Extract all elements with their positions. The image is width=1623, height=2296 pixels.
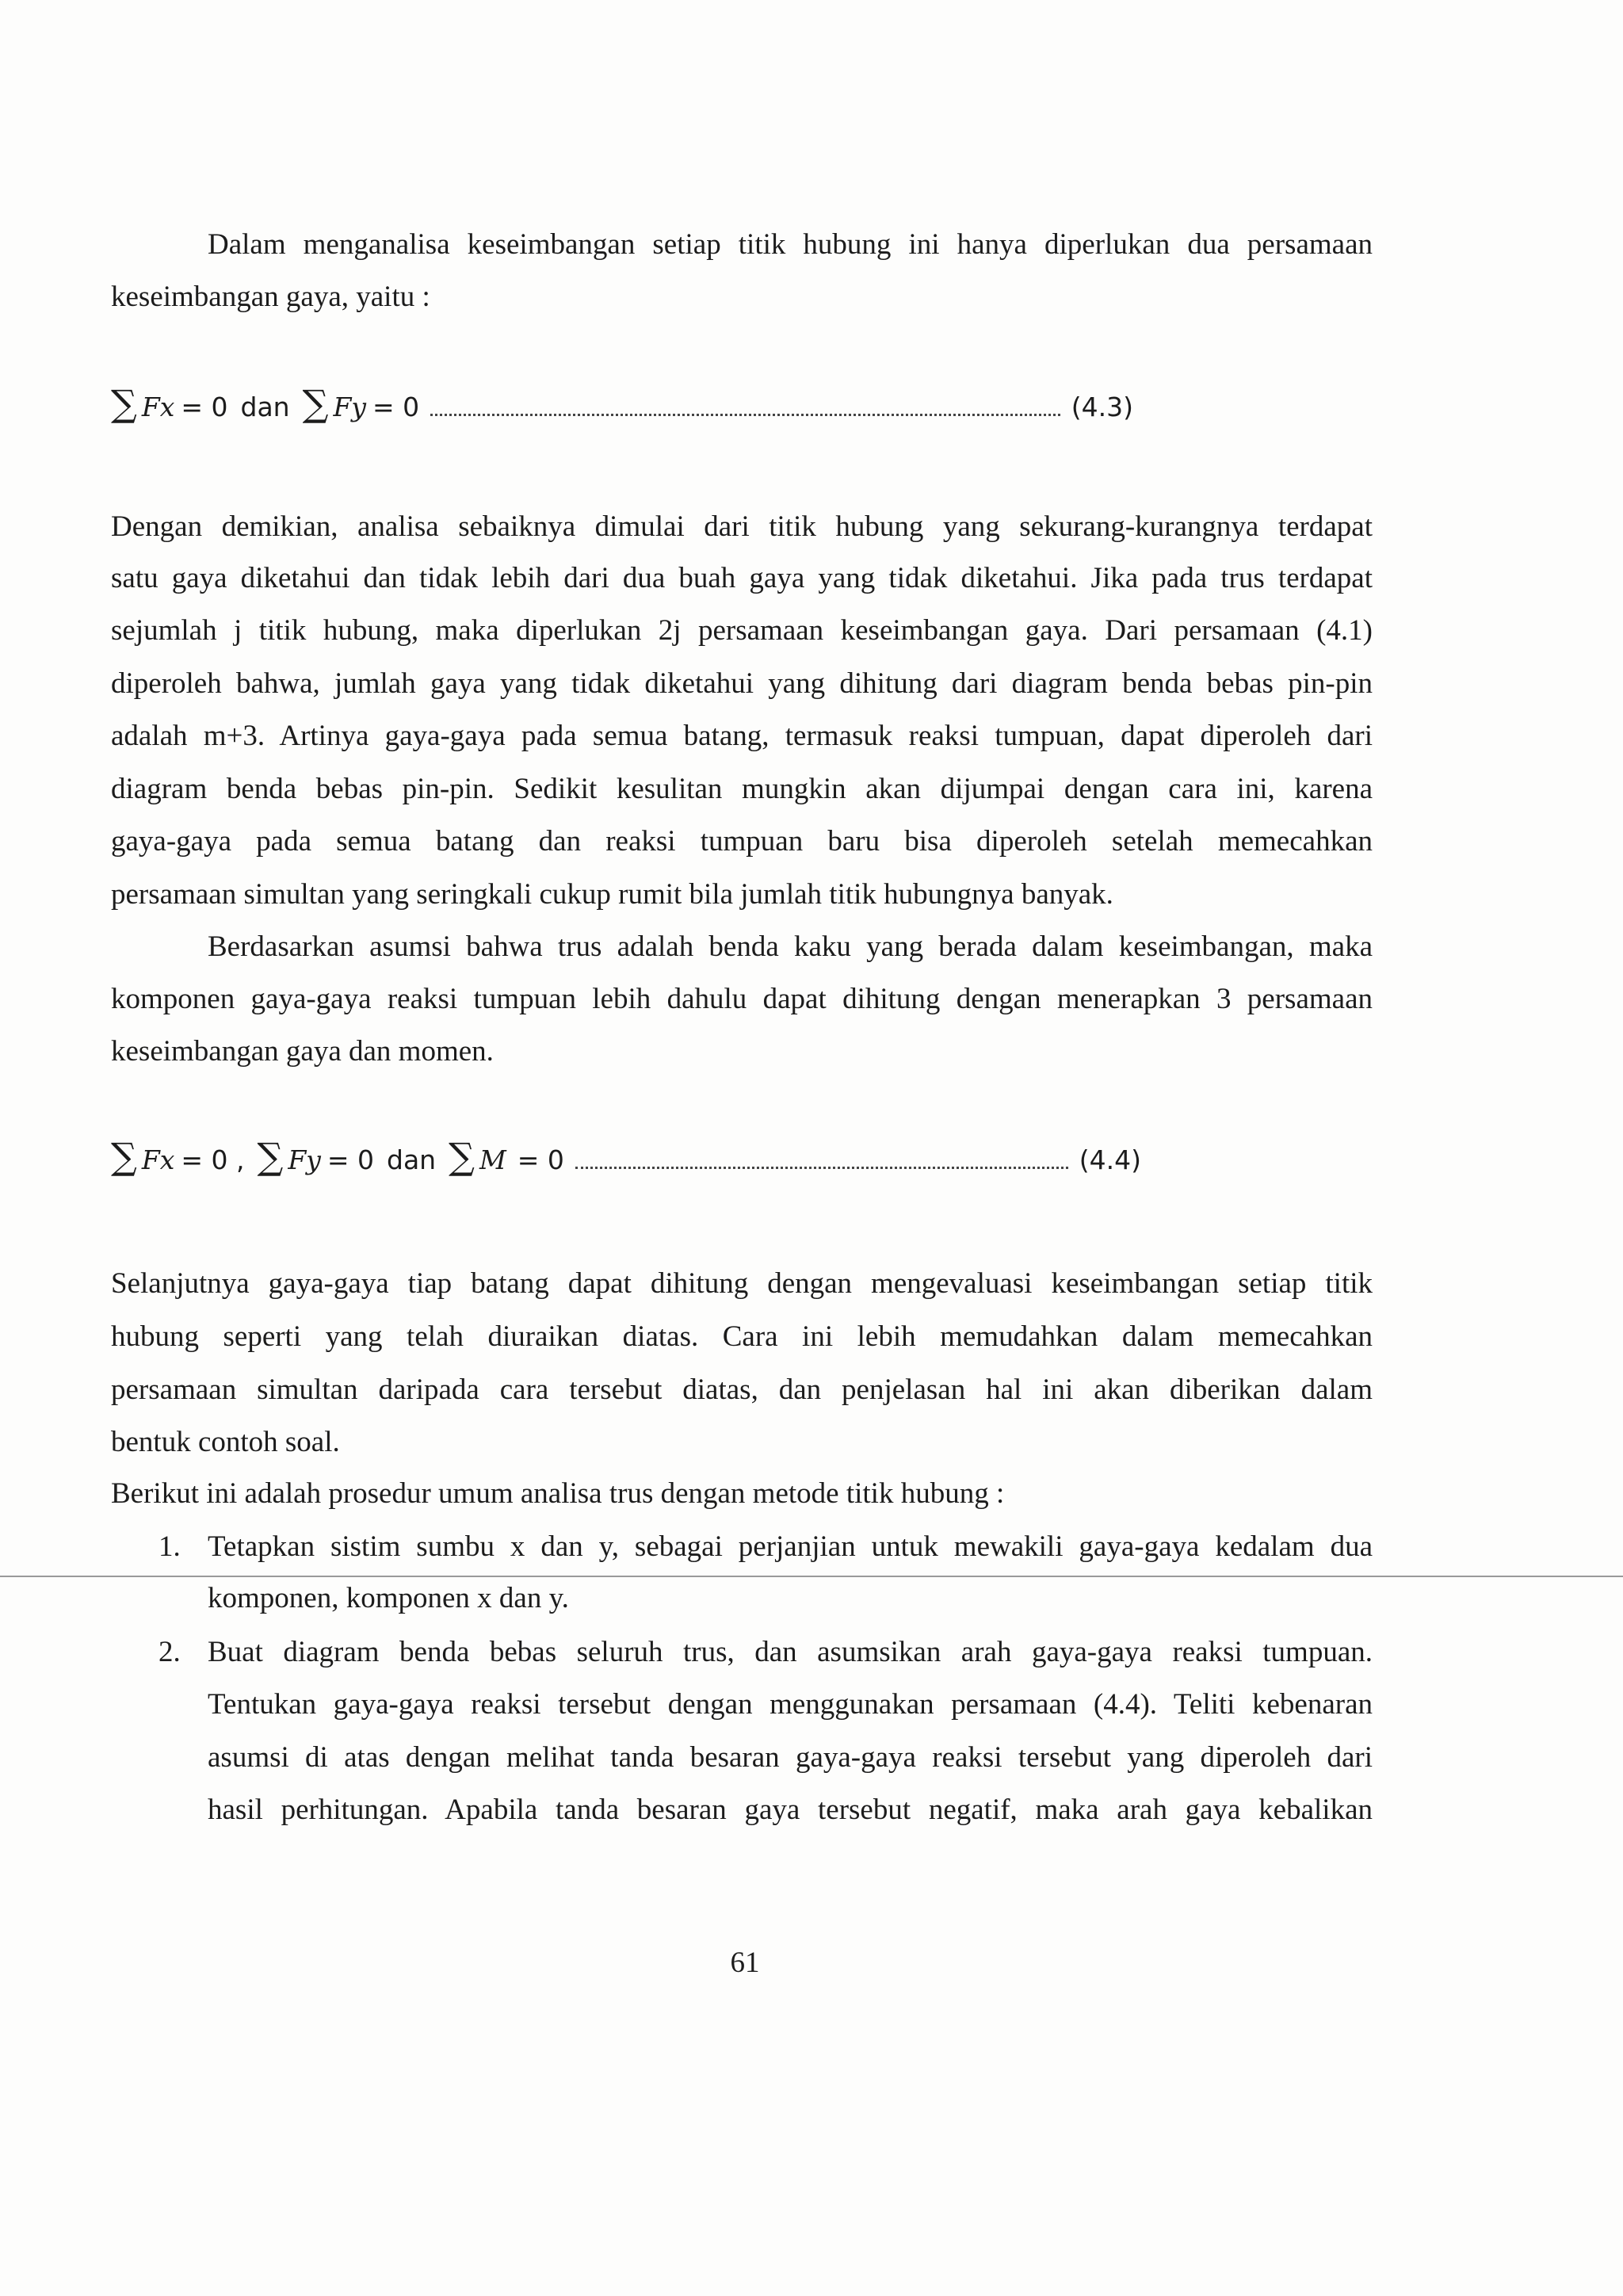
eq-var-fx: Fx: [141, 1144, 175, 1175]
list-item-1-line-1: Tetapkan sistim sumbu x dan y, sebagai perjanjian untuk mewakili gaya-gaya kedalam dua: [208, 1530, 1373, 1563]
sigma-symbol: ∑: [257, 1135, 284, 1178]
list-item-2-line-4: hasil perhitungan. Apabila tanda besaran gaya tersebut negatif, maka arah gaya kebalikan: [208, 1794, 1373, 1826]
paragraph-2-line-1: Dengan demikian, analisa sebaiknya dimulai dari titik hubung yang sekurang-kurangnya terdapat: [111, 510, 1373, 543]
eq-var-fx: Fx: [141, 392, 175, 422]
procedure-intro: Berikut ini adalah prosedur umum analisa trus dengan metode titik hubung :: [111, 1477, 1005, 1510]
paragraph-4-line-2: hubung seperti yang telah diuraikan diatas. Cara ini lebih memudahkan dalam memecahkan: [111, 1320, 1373, 1353]
paragraph-1-line-2: keseimbangan gaya, yaitu :: [111, 281, 430, 313]
list-item-2-line-1: Buat diagram benda bebas seluruh trus, dan asumsikan arah gaya-gaya reaksi tumpuan.: [208, 1636, 1373, 1668]
paragraph-2-line-8: persamaan simultan yang seringkali cukup rumit bila jumlah titik hubungnya banyak.: [111, 878, 1113, 911]
list-item-1-number: 1.: [158, 1530, 181, 1563]
list-item-2-number: 2.: [158, 1636, 181, 1668]
eq-equals-zero: = 0 ,: [181, 1144, 245, 1175]
eq-conjunction: dan: [387, 1144, 437, 1175]
sigma-symbol: ∑: [302, 382, 329, 425]
equation-4-3: [111, 382, 1133, 426]
paragraph-4-line-3: persamaan simultan daripada cara tersebut diatas, dan penjelasan hal ini akan diberikan dalam: [111, 1373, 1373, 1406]
eq-equals-zero: = 0: [372, 392, 420, 422]
paragraph-3-line-1: Berdasarkan asumsi bahwa trus adalah benda kaku yang berada dalam keseimbangan, maka: [208, 930, 1373, 963]
eq-equals-zero: = 0: [181, 392, 228, 422]
paragraph-2-line-4: diperoleh bahwa, jumlah gaya yang tidak diketahui yang dihitung dari diagram benda bebas pin-pin: [111, 667, 1373, 700]
sigma-symbol: ∑: [111, 382, 137, 425]
page-number: 61: [730, 1946, 760, 1979]
sigma-symbol: ∑: [111, 1135, 137, 1178]
paragraph-3-line-3: keseimbangan gaya dan momen.: [111, 1035, 494, 1068]
paragraph-2-line-2: satu gaya diketahui dan tidak lebih dari dua buah gaya yang tidak diketahui. Jika pada trus terdapat: [111, 562, 1373, 594]
scan-rule-line: [0, 1576, 1623, 1577]
list-item-1-line-2: komponen, komponen x dan y.: [208, 1582, 569, 1614]
paragraph-2-line-3: sejumlah j titik hubung, maka diperlukan 2j persamaan keseimbangan gaya. Dari persamaan (4.1): [111, 614, 1373, 647]
dot-leader: [575, 1167, 1068, 1169]
equation-4-4: [111, 1135, 1141, 1179]
sigma-symbol: ∑: [449, 1135, 475, 1178]
list-item-2-line-2: Tentukan gaya-gaya reaksi tersebut dengan menggunakan persamaan (4.4). Teliti kebenaran: [208, 1688, 1373, 1721]
eq-var-fy: Fy: [288, 1144, 321, 1175]
eq-var-m: M: [479, 1144, 506, 1175]
paragraph-4-line-4: bentuk contoh soal.: [111, 1426, 340, 1458]
paragraph-3-line-2: komponen gaya-gaya reaksi tumpuan lebih dahulu dapat dihitung dengan menerapkan 3 persamaan: [111, 983, 1373, 1015]
paragraph-4-line-1: Selanjutnya gaya-gaya tiap batang dapat dihitung dengan mengevaluasi keseimbangan setiap titik: [111, 1267, 1373, 1300]
equation-number: (4.4): [1079, 1144, 1141, 1175]
equation-number: (4.3): [1071, 392, 1133, 422]
paragraph-2-line-5: adalah m+3. Artinya gaya-gaya pada semua batang, termasuk reaksi tumpuan, dapat diperoleh dari: [111, 720, 1373, 752]
paragraph-2-line-6: diagram benda bebas pin-pin. Sedikit kesulitan mungkin akan dijumpai dengan cara ini, karena: [111, 773, 1373, 805]
eq-conjunction: dan: [240, 392, 290, 422]
paragraph-1-line-1: Dalam menganalisa keseimbangan setiap titik hubung ini hanya diperlukan dua persamaan: [208, 228, 1373, 261]
dot-leader: [430, 414, 1060, 416]
paragraph-2-line-7: gaya-gaya pada semua batang dan reaksi tumpuan baru bisa diperoleh setelah memecahkan: [111, 825, 1373, 858]
list-item-2-line-3: asumsi di atas dengan melihat tanda besaran gaya-gaya reaksi tersebut yang diperoleh dari: [208, 1741, 1373, 1774]
eq-var-fy: Fy: [333, 392, 366, 422]
eq-equals-zero: = 0: [517, 1144, 564, 1175]
eq-equals-zero: = 0: [327, 1144, 375, 1175]
